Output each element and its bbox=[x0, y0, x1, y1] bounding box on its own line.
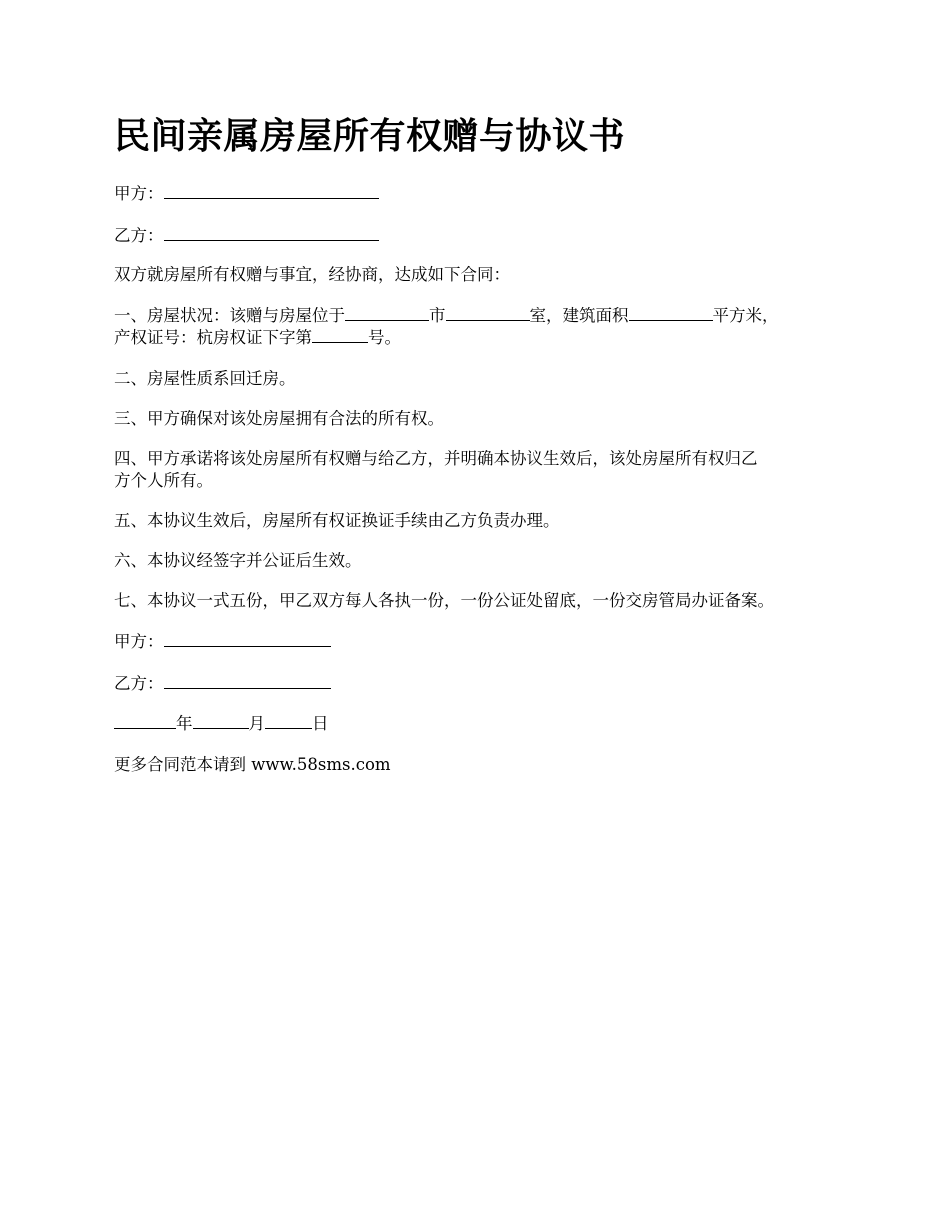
signature-party-b-blank bbox=[164, 672, 331, 689]
clause-4-line-1: 四、甲方承诺将该处房屋所有权赠与给乙方，并明确本协议生效后，该处房屋所有权归乙 bbox=[114, 449, 758, 468]
city-suffix: 市 bbox=[429, 306, 446, 325]
signature-party-a-label: 甲方： bbox=[114, 632, 164, 651]
cert-prefix: 产权证号：杭房权证下字第 bbox=[114, 328, 312, 347]
signature-party-a-blank bbox=[164, 630, 331, 647]
city-blank bbox=[345, 304, 429, 321]
footer-note: 更多合同范本请到 www.58sms.com bbox=[114, 755, 391, 774]
clause-1-prefix: 一、房屋状况：该赠与房屋位于 bbox=[114, 306, 345, 325]
room-suffix: 室，建筑面积 bbox=[529, 306, 629, 325]
clause-6: 六、本协议经签字并公证后生效。 bbox=[114, 551, 362, 570]
clause-7: 七、本协议一式五份，甲乙双方每人各执一份，一份公证处留底，一份交房管局办证备案。 bbox=[114, 591, 774, 610]
signature-party-a-line bbox=[114, 630, 854, 653]
cert-number-blank bbox=[312, 326, 368, 343]
day-blank bbox=[265, 712, 312, 729]
room-blank bbox=[446, 304, 530, 321]
clause-2: 二、房屋性质系回迁房。 bbox=[114, 369, 296, 388]
party-b-label: 乙方： bbox=[114, 226, 164, 245]
party-a-blank bbox=[164, 182, 379, 199]
cert-suffix: 号。 bbox=[368, 328, 401, 347]
clause-5: 五、本协议生效后，房屋所有权证换证手续由乙方负责办理。 bbox=[114, 511, 560, 530]
signature-party-b-label: 乙方： bbox=[114, 674, 164, 693]
year-blank bbox=[114, 712, 176, 729]
intro-paragraph: 双方就房屋所有权赠与事宜，经协商，达成如下合同： bbox=[114, 265, 510, 284]
day-label: 日 bbox=[312, 714, 329, 733]
party-a-line bbox=[114, 182, 854, 205]
party-a-label: 甲方： bbox=[114, 184, 164, 203]
clause-3: 三、甲方确保对该处房屋拥有合法的所有权。 bbox=[114, 409, 444, 428]
clause-1-line-2 bbox=[114, 326, 854, 349]
document-title: 民间亲属房屋所有权赠与协议书 bbox=[114, 115, 626, 157]
signature-party-b-line bbox=[114, 672, 854, 695]
party-b-blank bbox=[164, 224, 379, 241]
clause-4-line-2: 方个人所有。 bbox=[114, 471, 213, 490]
area-suffix: 平方米， bbox=[712, 306, 779, 325]
area-blank bbox=[629, 304, 713, 321]
year-label: 年 bbox=[176, 714, 193, 733]
clause-1-line-1 bbox=[114, 304, 854, 327]
party-b-line bbox=[114, 224, 854, 247]
month-label: 月 bbox=[248, 714, 265, 733]
month-blank bbox=[193, 712, 249, 729]
date-line bbox=[114, 712, 854, 735]
